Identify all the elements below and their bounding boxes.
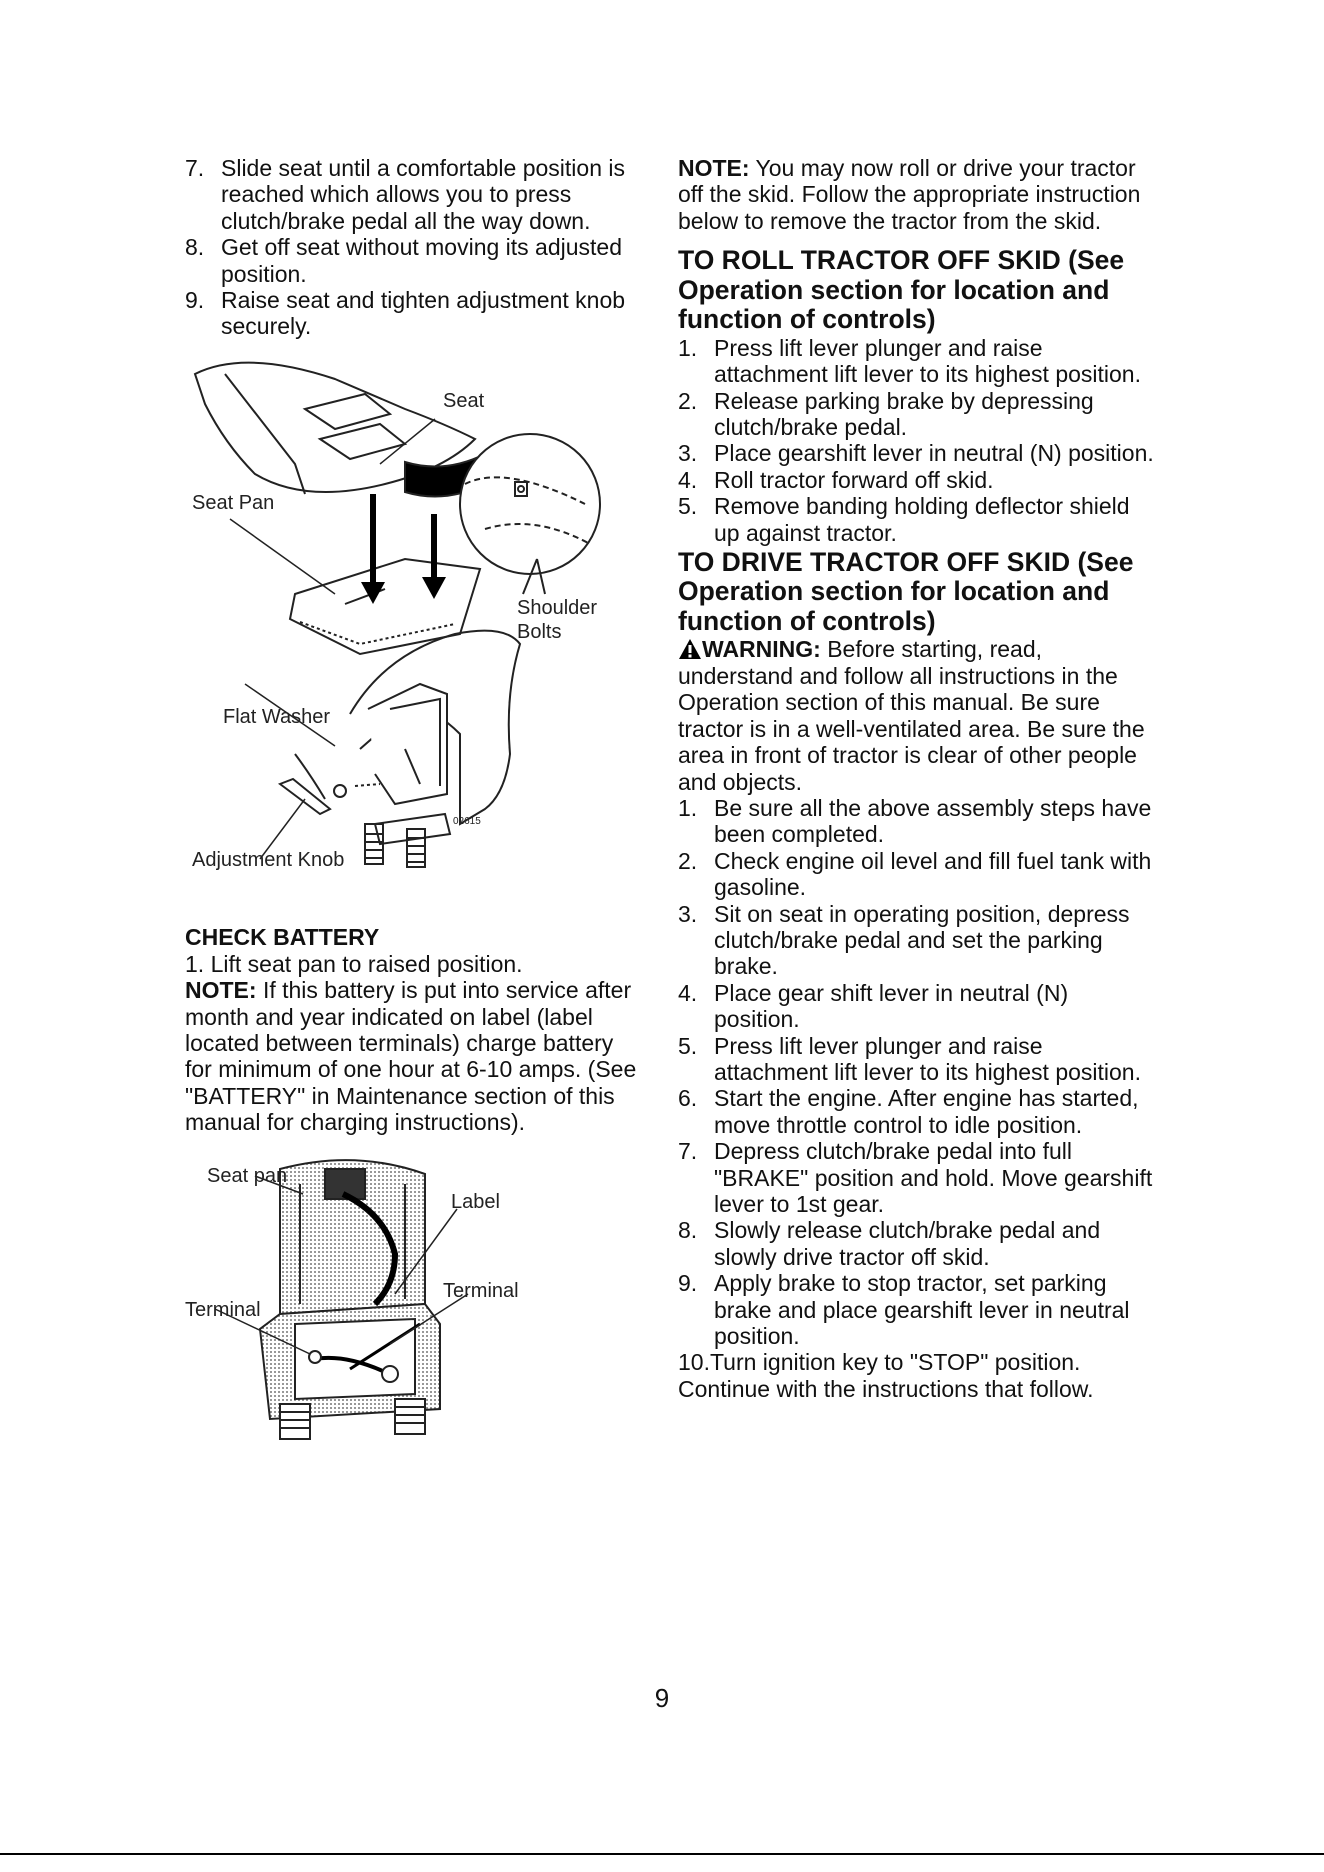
list-item: 8. Get off seat without moving its adjusted position. — [185, 234, 623, 287]
check-battery-step: 1. Lift seat pan to raised position. — [185, 950, 523, 977]
list-item: 2. Check engine oil level and fill fuel tank with gasoline. — [678, 847, 1152, 901]
battery-figure — [185, 1154, 640, 1454]
shoulder-bolt-detail — [460, 434, 600, 594]
label-bolts: Bolts — [517, 620, 562, 643]
label-label: Label — [451, 1190, 500, 1213]
label-terminal-right: Terminal — [443, 1279, 519, 1302]
seat-illustration — [195, 362, 485, 496]
list-item: 3. Sit on seat in operating position, depress clutch/brake pedal and set the parking brake. — [678, 900, 1130, 980]
list-item: 1. Press lift lever plunger and raise attachment lift lever to its highest position. — [678, 334, 1141, 388]
drive-tractor-heading: TO DRIVE TRACTOR OFF SKID (See Operation section for location and function of controls) — [678, 546, 1134, 636]
intro-note: NOTE: You may now roll or drive your tractor off the skid. Follow the appropriate instruction below to remove the tractor from the skid. — [678, 155, 1141, 234]
check-battery-note: NOTE: If this battery is put into service after month and year indicated on label (label located between terminals) charge battery for minimum of one hour at 6-10 amps. (See "BATTERY" in Maintenance section of this manual for charging instructions). — [185, 977, 637, 1136]
right-column — [678, 155, 1158, 1402]
drive-tractor-steps — [678, 795, 1158, 1350]
fender-bracket-illustration — [245, 631, 520, 867]
list-item: 4. Roll tractor forward off skid. — [678, 466, 994, 493]
warning-triangle-icon — [678, 638, 702, 660]
list-item: 8. Slowly release clutch/brake pedal and slowly drive tractor off skid. — [678, 1217, 1101, 1270]
list-item: 9. Apply brake to stop tractor, set parking brake and place gearshift lever in neutral position. — [678, 1270, 1130, 1350]
check-battery-heading: CHECK BATTERY — [185, 923, 380, 950]
roll-tractor-steps — [678, 335, 1158, 546]
list-item: 5. Remove banding holding deflector shield up against tractor. — [678, 493, 1130, 546]
list-item: 9. Raise seat and tighten adjustment knob securely. — [185, 287, 626, 340]
check-battery-section — [185, 924, 640, 1136]
seat-assembly-figure — [185, 354, 640, 914]
label-seat-pan: Seat Pan — [192, 491, 275, 514]
roll-tractor-heading: TO ROLL TRACTOR OFF SKID (See Operation section for location and function of controls) — [678, 245, 1125, 335]
label-shoulder: Shoulder — [517, 596, 598, 619]
figure-code: 02615 — [453, 815, 481, 827]
footer-divider — [0, 1853, 1324, 1855]
list-item: 5. Press lift lever plunger and raise attachment lift lever to its highest position. — [678, 1032, 1141, 1085]
left-column — [185, 155, 640, 1454]
label-adjustment-knob: Adjustment Knob — [192, 848, 345, 871]
label-terminal-left: Terminal — [185, 1298, 261, 1321]
warning-paragraph: WARNING: Before starting, read, understand and follow all instructions in the Operation section of this manual. Be sure tractor is in a well-ventilated area. Be sure the area in front of tractor is clear of other people and objects. — [678, 636, 1145, 795]
final-step: 10.Turn ignition key to "STOP" position. — [678, 1349, 1081, 1376]
list-item: 2. Release parking brake by depressing clutch/brake pedal. — [678, 387, 1094, 440]
label-seat-pan-battery: Seat pan — [207, 1164, 288, 1187]
list-item: 3. Place gearshift lever in neutral (N) position. — [678, 440, 1154, 467]
closing-text: Continue with the instructions that follow. — [678, 1375, 1094, 1402]
list-item: 6. Start the engine. After engine has started, move throttle control to idle position. — [678, 1085, 1139, 1138]
seat-adjust-steps — [185, 155, 640, 340]
list-item: 4. Place gear shift lever in neutral (N) position. — [678, 979, 1069, 1033]
list-item: 1. Be sure all the above assembly steps have been completed. — [678, 794, 1152, 848]
label-flat-washer: Flat Washer — [223, 705, 331, 728]
label-seat: Seat — [443, 389, 485, 412]
page-number: 9 — [654, 1683, 670, 1713]
list-item: 7. Depress clutch/brake pedal into full "BRAKE" position and hold. Move gearshift lever to 1st gear. — [678, 1138, 1153, 1217]
list-item: 7. Slide seat until a comfortable position is reached which allows you to press clutch/brake pedal all the way down. — [185, 155, 625, 234]
